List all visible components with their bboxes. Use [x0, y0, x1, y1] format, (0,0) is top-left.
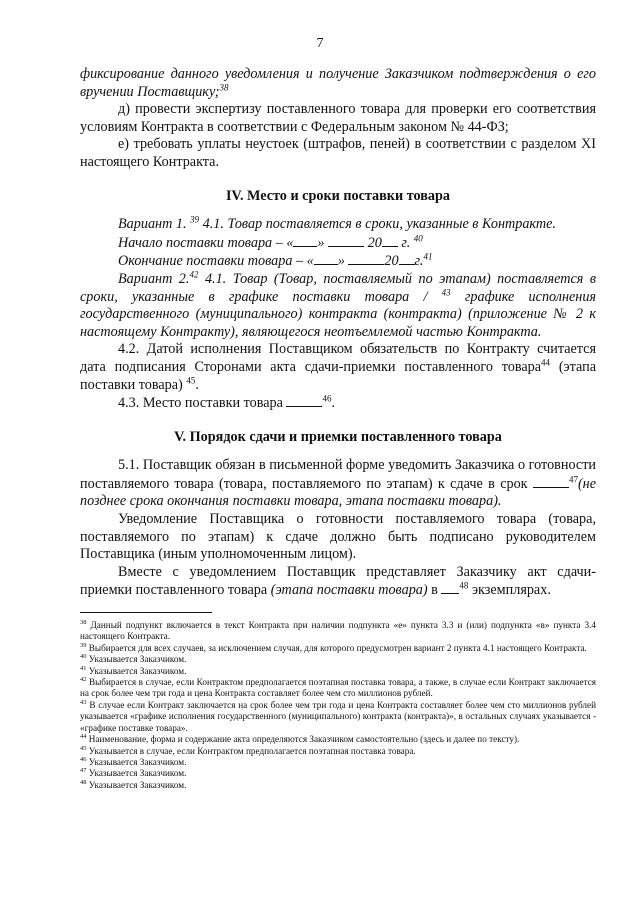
footnote: [80, 734, 596, 745]
footnote-separator: [80, 612, 212, 613]
footnote-number: 41: [80, 664, 87, 672]
footnote: [80, 757, 596, 768]
footnote-number: 42: [80, 676, 87, 683]
section-4-heading: IV. Место и сроки поставки товара: [226, 187, 450, 204]
variant-2-label: Вариант 2.: [118, 270, 190, 287]
footnote: [80, 780, 596, 791]
footnote-number: 48: [80, 778, 87, 786]
footnote-text: Наименование, форма и содержание акта определяются Заказчиком самостоятельно (здесь и далее по тексту).: [86, 734, 520, 745]
footnote: [80, 620, 596, 643]
variant-1-paragraph: [80, 216, 596, 234]
month-blank: [328, 234, 364, 247]
footnote-ref: 40: [413, 233, 423, 244]
year-blank: [399, 252, 415, 265]
day-blank: [314, 252, 338, 265]
footnote-number: 44: [80, 733, 87, 741]
variant-1-text: 4.1. Товар поставляется в сроки, указанные в Контракте.: [202, 216, 556, 233]
footnote-ref: 38: [219, 81, 229, 92]
footnote-number: 39: [80, 641, 87, 649]
item-e-paragraph: е) требовать уплаты неустоек (штрафов, пеней) в соответствии с разделом XI настоящего Контракта.: [80, 136, 596, 170]
footnote-number: 40: [80, 653, 87, 661]
footnote-ref: 41: [423, 251, 433, 262]
footnote-ref: 45: [186, 374, 196, 385]
paragraph-4-2: 4.2. Датой исполнения Поставщиком обязательств по Контракту считается дата подписания Сторонами акта сдачи-приемки поставленного товара$^{44}$ (этапа поставки товара) $^{45}$.: [80, 341, 596, 393]
delivery-start-line: Начало поставки товара – « » 20 г. $^{40}$: [118, 233, 423, 251]
footnote-number: 46: [80, 755, 87, 763]
footnote-text: Указывается Заказчиком.: [86, 768, 187, 779]
month-blank: [348, 252, 384, 265]
footnote: [80, 677, 596, 700]
item-d-paragraph: д) провести экспертизу поставленного товара для проверки его соответствия условиям Контракта в соответствии с Федеральным законом № 44-ФЗ;: [80, 101, 596, 135]
footnote-text: В случае если Контракт заключается на срок более чем три года и цена Контракта составляет более чем сто миллионов рублей указывается «графике исполнения государственного (муниципального) контракта (контракта)», в остальных случаях указывается - «графике поставке товара».: [80, 699, 596, 733]
footnote-text: Указывается Заказчиком.: [86, 654, 187, 665]
footnote: [80, 768, 596, 779]
footnote-ref: 42: [189, 269, 199, 280]
footnote-ref: 44: [541, 357, 551, 368]
footnote: [80, 746, 596, 757]
footnote: [80, 654, 596, 665]
page-number: 7: [316, 36, 324, 51]
variant-2-paragraph: Вариант 2.42 4.1. Товар (Товар, поставляемый по этапам) поставляется в сроки, указанные в графике поставки товара / $^{43}$ графике исполнения государственного (муниципального) контракта (контракта) (приложение № 2 к настоящему Контракту), являющегося неотъемлемой частью Контракта.: [80, 269, 597, 340]
delivery-start-label: Начало поставки товара – «: [118, 234, 294, 251]
footnote-ref: 43: [441, 286, 451, 297]
footnote: [80, 643, 596, 654]
footnote-number: 43: [80, 698, 87, 706]
intro-text: фиксирование данного уведомления и получение Заказчиком подтверждения о его вручении Поставщику;: [80, 66, 596, 100]
footnote-text: Данный подпункт включается в текст Контракта при наличии подпункта «е» пункта 3.3 и (или) подпункта «в» пункта 3.4 настоящего Контракта.: [80, 620, 596, 642]
day-blank: [293, 234, 317, 247]
intro-paragraph: [80, 66, 596, 101]
year-blank: [382, 234, 398, 247]
footnote-text: Выбирается для всех случаев, за исключением случая, для которого предусмотрен вариант 2 пункта 4.1 настоящего Контракта.: [86, 642, 587, 653]
footnote-text: Указывается Заказчиком.: [86, 665, 187, 676]
footnote-ref: 47: [568, 474, 578, 485]
section-5-heading: V. Порядок сдачи и приемки поставленного товара: [174, 428, 502, 445]
delivery-end-line: Окончание поставки товара – « » 20 г.$^{41}$: [118, 251, 433, 270]
term-blank: [533, 475, 569, 488]
document-body: [80, 66, 596, 791]
place-blank: [286, 394, 322, 407]
delivery-end-label: Окончание поставки товара – «: [118, 253, 314, 270]
footnote-text: Указывается Заказчиком.: [86, 779, 187, 790]
notice-paragraph: Уведомление Поставщика о готовности поставляемого товара (товара, поставляемого по этапам) к сдаче должно быть подписано руководителем Поставщика (иным уполномоченным лицом).: [80, 511, 596, 563]
footnote-ref: 46: [322, 393, 332, 404]
footnote-number: 45: [80, 744, 87, 752]
footnote-text: Выбирается в случае, если Контрактом предполагается поэтапная поставка товара, а также, в случае если Контракт заключается на срок более чем три года и цена Контракта составляет более чем сто миллионов рублей.: [80, 677, 596, 699]
paragraph-4-3: 4.3. Место поставки товара $^{46}$.: [118, 393, 335, 412]
footnote-ref: 39: [190, 214, 200, 225]
variant-1-label: Вариант 1.: [118, 216, 187, 233]
footnote: [80, 666, 596, 677]
footnote-number: 47: [80, 767, 87, 775]
footnote: [80, 700, 596, 734]
copies-blank: [441, 581, 459, 594]
paragraph-5-1: 5.1. Поставщик обязан в письменной форме уведомить Заказчика о готовности поставляемого товара (товара, поставляемого по этапам) к сдаче в срок $^{47}$(не позднее срока окончания поставки товара, этапа поставки товара).: [80, 457, 596, 510]
together-paragraph: Вместе с уведомлением Поставщик представляет Заказчику акт сдачи-приемки поставленного товара (этапа поставки товара) в $^{48}$ экземплярах.: [80, 563, 596, 599]
footnote-number: 38: [80, 618, 87, 626]
footnote-text: Указывается Заказчиком.: [86, 756, 187, 767]
footnotes: [80, 620, 596, 791]
footnote-ref: 48: [459, 580, 469, 591]
footnote-text: Указывается в случае, если Контрактом предполагается поэтапная поставка товара.: [86, 745, 416, 756]
